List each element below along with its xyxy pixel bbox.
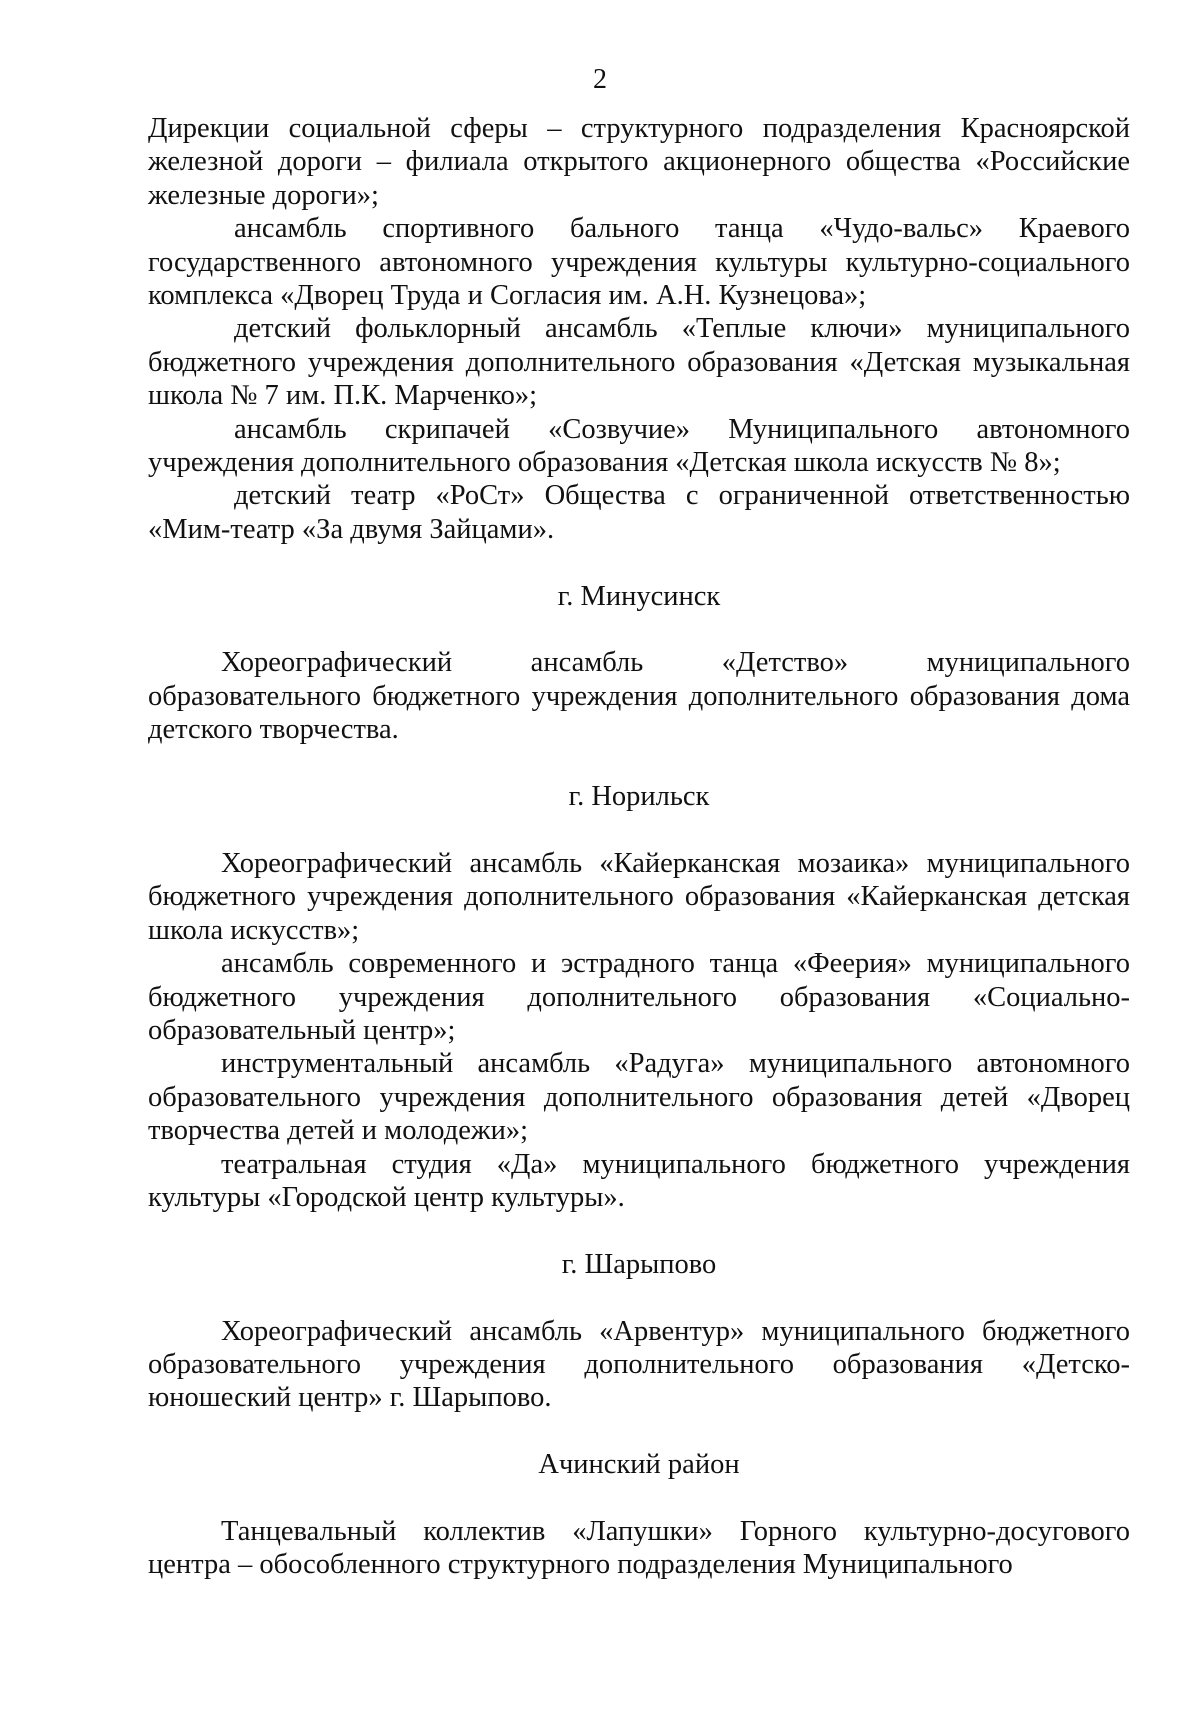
section-heading-sharypovo: г. Шарыпово bbox=[561, 1248, 717, 1280]
paragraph-raduga: инструментальный ансамбль «Радуга» муниципального автономного образовательного учреждения дополнительного образования детей «Дворец творчества детей и молодежи»; bbox=[148, 1048, 1130, 1147]
paragraph-rost: детский театр «РоСт» Общества с ограниченной ответственностью «Мим-театр «За двумя Зайцами». bbox=[148, 480, 1130, 545]
paragraph-arventur: Хореографический ансамбль «Арвентур» муниципального бюджетного образовательного учреждения дополнительного образования «Детско-юношеский центр» г. Шарыпово. bbox=[148, 1315, 1130, 1414]
paragraph-sozvuchie: ансамбль скрипачей «Созвучие» Муниципального автономного учреждения дополнительного образования «Детская школа искусств № 8»; bbox=[148, 413, 1130, 479]
paragraph-directorate: Дирекции социальной сферы – структурного подразделения Красноярской железной дороги – филиала открытого акционерного общества «Российские железные дороги»; bbox=[148, 113, 1130, 211]
section-heading-achinsky: Ачинский район bbox=[538, 1449, 740, 1481]
paragraph-da: театральная студия «Да» муниципального бюджетного учреждения культуры «Городской центр культуры». bbox=[148, 1148, 1130, 1213]
paragraph-feeriya: ансамбль современного и эстрадного танца «Феерия» муниципального бюджетного учреждения дополнительного образования «Социально-образовательный центр»; bbox=[148, 948, 1130, 1046]
document-body bbox=[148, 112, 1130, 1582]
paragraph-lapushki: Танцевальный коллектив «Лапушки» Горного культурно-досугового центра – обособленного структурного подразделения Муниципального bbox=[148, 1515, 1130, 1581]
paragraph-kayerkanskaya-mozaika: Хореографический ансамбль «Кайерканская мозаика» муниципального бюджетного учреждения дополнительного образования «Кайерканская детская школа искусств»; bbox=[148, 847, 1130, 946]
section-heading-minusinsk: г. Минусинск bbox=[557, 580, 721, 612]
section-heading-norilsk: г. Норильск bbox=[568, 781, 710, 813]
paragraph-detstvo: Хореографический ансамбль «Детство» муниципального образовательного бюджетного учреждения дополнительного образования дома детского творчества. bbox=[148, 647, 1130, 746]
paragraph-chudo-vals: ансамбль спортивного бального танца «Чудо-вальс» Краевого государственного автономного учреждения культуры культурно-социального комплекса «Дворец Труда и Согласия им. А.Н. Кузнецова»; bbox=[148, 213, 1130, 312]
page-number: 2 bbox=[593, 64, 607, 95]
paragraph-teplye-klyuchi: детский фольклорный ансамбль «Теплые ключи» муниципального бюджетного учреждения дополнительного образования «Детская музыкальная школа № 7 им. П.К. Марченко»; bbox=[148, 313, 1130, 412]
